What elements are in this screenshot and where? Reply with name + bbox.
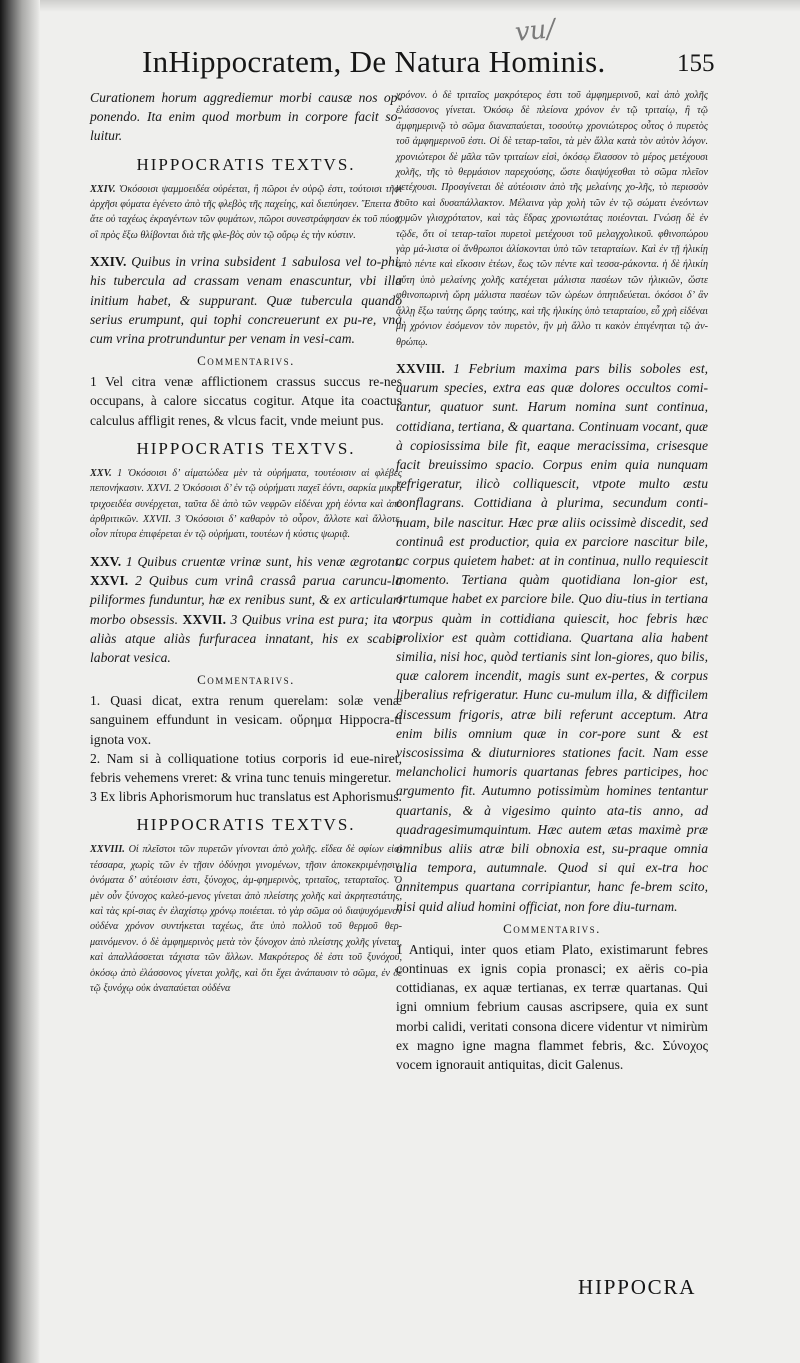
commentary-heading-1: Commentarivs. (197, 353, 295, 369)
intro-paragraph: Curationem horum aggrediemur morbi causæ nos op-ponendo. Ita enim quod morbum in corpore facit so-luitur. (90, 90, 402, 144)
greek-passage-24 (90, 182, 402, 244)
commentary-heading-3: Commentarivs. (503, 920, 601, 936)
greek-passage-28 (90, 842, 402, 996)
commentary-note-2a: 1. Quasi dicat, extra renum querelam: solæ venæ sanguinem effundunt in vesicam. οὔρημα Hippocra-ti ignota vox. (90, 693, 402, 747)
section-number: XXIV. (90, 183, 116, 195)
greek-passage-25 (90, 466, 402, 543)
right-column (396, 88, 708, 1074)
text-heading-3: HIPPOCRATIS TEXTVS. (136, 815, 356, 835)
section-number: XXVII. (182, 611, 226, 627)
commentary-note-2c: 3 Ex libris Aphorismorum huc translatus est Aphorismus. (90, 789, 402, 805)
latin-text: 1 Quibus cruentæ vrinæ sunt, his venæ ægrotant. (125, 553, 402, 569)
section-number: XXVIII. (90, 844, 125, 856)
greek-text: 1 Ὁκόσοισι δ’ αἱματώδεα μὲν τὰ οὐρήματα, τουτέοισιν αἱ φλέβες πεπονήκασιν. XXVI. 2 Ὁκόσοισι δ’ ἐν τῷ οὐρήματι παχεῖ ἐόντι, σαρκία μικρὰ τριχοειδέα συνέρχεται, ταῦτα δὲ ἀπὸ τῶν νεφρῶν εἰδέναι χρὴ ἐόντα καὶ ἀπὸ ἀρθριτικῶν. XXVII. 3 Ὁκόσοισι δ’ καθαρὸν τὸ οὖρον, ἄλλοτε καὶ ἄλλοτε, οἷον πίτυρα ἐπιφέρεται ἐν τῷ οὐρήματι, τουτέων ἡ κύστις ψωριᾷ. (90, 467, 402, 541)
greek-text: Ὁκόσοισι ψαμμοειδέα οὐρέεται, ἢ πῶροι ἐν οὐρῷ ἐστι, τούτοισι τῆσι ἀρχῆσι φύματα ἐγένετο ἀπὸ τῆς φλεβὸς τῆς παχείης, καὶ διεπύησεν. Ἔπειτα δ’ ἅτε οὐ ταχέως ἐκραγέντων τῶν φυμάτων, πῶροι συνεστράφησαν ἐκ τοῦ πύου, οἳ πρὸς ἔξω θλίβονται διὰ τῆς φλε-βὸς σὺν τῷ οὔρῳ ἐς τὴν κύστιν. (90, 183, 403, 241)
text-heading-1: HIPPOCRATIS TEXTVS. (136, 154, 356, 174)
latin-passage-24 (90, 252, 402, 348)
greek-passage-28-continued: χρόνον. ὁ δὲ τριταῖος μακρότερος ἐστι τοῦ ἀμφημερινοῦ, καὶ ἀπὸ χολῆς ἐλάσσονος γίνεται. Ὁκόσῳ δὲ πλείονα χρόνον ἐν τῷ τριταίῳ, ἢ τῷ ἀμφημερινῷ τὸ σῶμα διαναπαύεται, τοσούτῳ χρονιώτερος οὗτος ὁ πυρετὸς τοῦ ἀμφημερινοῦ ἐστι. Οἱ δὲ τεταρ-ταῖοι, τὰ μὲν ἄλλα κατὰ τὸν αὐτὸν λόγον. χρονιώτεροι δὲ μᾶλα τῶν τριταίων εἰσὶ, ὁκόσῳ ἔλασσον τὸ μέρος μετέχουσι χολῆς, τῆς τὸ θερμάσιον παρεχούσης, ὥστε διαψύχεσθαι τὸ σῶμα πλεῖον μετέχουσι. Προσγίνεται δὲ αὐτέοισιν ἀπὸ τῆς μελαίνης χο-λῆς, τὸ περισσὸν τοῦτο καὶ δυσαπάλλακτον. Μέλαινα γὰρ χολὴ τῶν ἐν τῷ σώματι ἐνεόντων χυμῶν γλισχρότατον, καὶ τὰς ἕδρας χρονιωτάτας ποιέονται. Γνώσῃ δὲ ἐν τῷδε, ὅτι οἱ τεταρ-ταῖοι πυρετοὶ μετέχουσι τοῦ μελαγχολικοῦ. φθινοπώρου γὰρ μά-λιστα οἱ ἄνθρωποι ἁλίσκονται ὑπὸ τῶν τεταρταίων. Καὶ ἐν τῇ ἡλικίῃ ἀπὸ πέντε καὶ εἴκοσιν ἐτέων, ἕως τῶν πέντε καὶ τεσσα-ράκοντα. ἡ δὲ ἡλικίη αὕτη ὑπὸ μελαίνης χολῆς κατέχεται μάλιστα πασέων τῶν ἡλικιῶν, ὥστε φθινοπωρινὴ ὥρη μάλιστα πασέων τῶν ὡρέων ὁπητιδεύεται. ὁκόσοι δ’ ἂν ἄλλῃ ἔξω ταύτης ὥρης ταύτης, καὶ τῆς ἡλικίης ὑπὸ τεταρταίου, εὖ χρὴ εἰδέναι μὴ χρόνιον ἐσόμενον τὸν πυρετὸν, ἢν μὴ ἄλλο τι κακὸν ἐπιγένηται τῷ ἀν-θρώπῳ. (396, 90, 708, 348)
page-number: 155 (677, 50, 715, 77)
catchword: HIPPOCRA (578, 1275, 697, 1299)
section-number: XXV. (90, 467, 112, 479)
latin-text: 1 Febrium maxima pars bilis soboles est, quarum species, extra eas quæ dolores occultos comi-tantur, quatuor sunt. Harum nomina sunt continua, cottidiana, tertiana, & quartana. Continuam vocant, quæ à copiosissima bile fit, eaque meracissima, crisesque facit breuissimo spacio. Corpus enim quia nunquam refrigeratur, ilicò colliquescit, vtpote multo æstu conflagrans. Cottidiana à plurima, secundum conti-nuam, bile nascitur. Hæc præ aliis ocissimè discedit, sed continuâ est productior, quia ex parciore nascitur bile, ac corpus quietem habet: at in continua, nullo requiescit momento. Tertiana quàm quotidiana lon-gior est, ortumque habet ex parciore bile. Quo diu-tius in tertiana corpus quàm in cottidiana quiescit, hoc febris hæc prolixior est quàm cottidiana. Quartana alia habent similia, nisi hoc, quòd tertianis sint lon-giores, quo bilis, quæ calorem incendit, magis sunt ex-pertes, & corpus liberalius refrigeratur. Hunc cu-mulum illa, & difficilem discessum frigoris, atræ bili referunt acceptum. Atra enim bilis omnium quæ in cor-pore sunt & est viscosissima & diuturniores stationes facit. Nam esse melancholici humoris quartanas febres participes, hoc argumento fit. Autumno potissimùm homines tentantur quartanis, & à vigesimo quinto ata-tis anno, ad quadragesimumquintum. Hæc autem ætas maximè præ omnibus aliis atræ bili obnoxia est, su-praque omnia alia tempora, autumnale. Quod si qui ex-tra hoc annitempus quartana corripiantur, hanc fe-brem scito, nisi quid aliud homini officiat, non fore diu-turnam. (396, 360, 708, 914)
running-head: InHippocratem, De Natura Hominis. (142, 44, 606, 79)
commentary-heading-2: Commentarivs. (197, 672, 295, 688)
commentary-note-1: 1 Vel citra venæ afflictionem crassus succus re-nes occupans, à calore siccatus cogitur. Atque ita coactus calculus affligit renes, & vlcus facit, vnde meiunt pus. (90, 374, 402, 428)
latin-passage-28 (396, 359, 708, 916)
section-number: XXV. (90, 553, 122, 569)
commentary-note-3: 1 Antiqui, inter quos etiam Plato, existimarunt febres continuas ex ignis copia pronasci; ex aëris co-pia cottidianas, ex aquæ tertianas, ex terræ quartanas. Qui igni omnium febrium causas ascripsere, quia ex sunt morbi calidi, veritati consona dicere videntur vt nimirùm ex magno igne magna flammet febris, &c. Σύνοχος vocem ignorauit antiquitas, dicit Galenus. (396, 941, 708, 1073)
section-number: XXVI. (90, 573, 129, 589)
commentary-note-2b: 2. Nam si à colliquatione totius corporis id eue-niret, febris vehemens vreret: & vrina tunc tenuis mingeretur. (90, 750, 402, 785)
text-heading-2: HIPPOCRATIS TEXTVS. (136, 438, 356, 458)
latin-text: Quibus in vrina subsident 1 sabulosa vel to-phi, his tubercula ad crassam venam enascuntur, vbi illa initium habet, & suppurant. Quæ tubercula quando serius erumpunt, qui tophi concreuerunt ex pu-re, vnà cum vrina protrunduntur per venam in vesi-cam. (90, 254, 402, 347)
handwritten-mark: vu/ (513, 13, 557, 49)
binding-shadow (0, 0, 40, 1363)
latin-passage-25 (90, 552, 402, 667)
latin-text: 2 Quibus cum vrinâ crassâ parua caruncu-la piliformes funduntur, hæ ex renibus sunt, & ex articulari morbo obsessis. (90, 573, 402, 627)
page-top-shadow (0, 0, 800, 12)
section-number: XXVIII. (396, 360, 445, 376)
section-number: XXIV. (90, 254, 127, 270)
greek-text: Οἱ πλεῖστοι τῶν πυρετῶν γίνονται ἀπὸ χολῆς. εἴδεα δὲ σφίων εἰσὶ τέσσαρα, χωρὶς τῶν ἐν τῇσιν ὀδύνῃσι γινομένων, τῇσιν ἀποκεκριμένῃσιν. ὀνόματα δ’ αὐτέοισιν ἐστι, ξύνοχος, ἀμ-φημερινὸς, τριταῖος, τεταρταῖος. Ὁ μὲν οὖν ξύνοχος καλεό-μενος γίνεται ἀπὸ πλείστης χολῆς καὶ ἀκρητεστάτης, καὶ τὰς κρί-σιας ἐν ἐλαχίστῳ χρόνῳ ποιέεται. τὸ γὰρ σῶμα οὐ διαψυχόμενον οὐδένα χρόνον συντήκεται ταχέως, ἅτε ὑπὸ πολλοῦ τοῦ θερμοῦ θερ-μαινόμενον. ὁ δὲ ἀμφημερινὸς μετὰ τὸν ξύνοχον ἀπὸ πλείστης χολῆς γίνεται, καὶ ἀπαλλάσσεται τάχιστα τῶν ἄλλων. Μακρότερος δὲ ἐστι τοῦ ξυνόχου, ὁκόσῳ ἀπὸ ἐλάσσονος γίνεται χολῆς, καὶ ὅτι ἔχει ἀνάπαυσιν τὸ σῶμα, ἐν δὲ τῷ ξυνόχῳ οὐκ ἀναπαύεται οὐδένα (90, 844, 402, 994)
left-column (90, 88, 402, 996)
latin-text: 3 Quibus vrina est pura; ita vt aliàs atque aliàs furfuracea innatant, his ex scabie laborat vesica. (90, 611, 402, 665)
